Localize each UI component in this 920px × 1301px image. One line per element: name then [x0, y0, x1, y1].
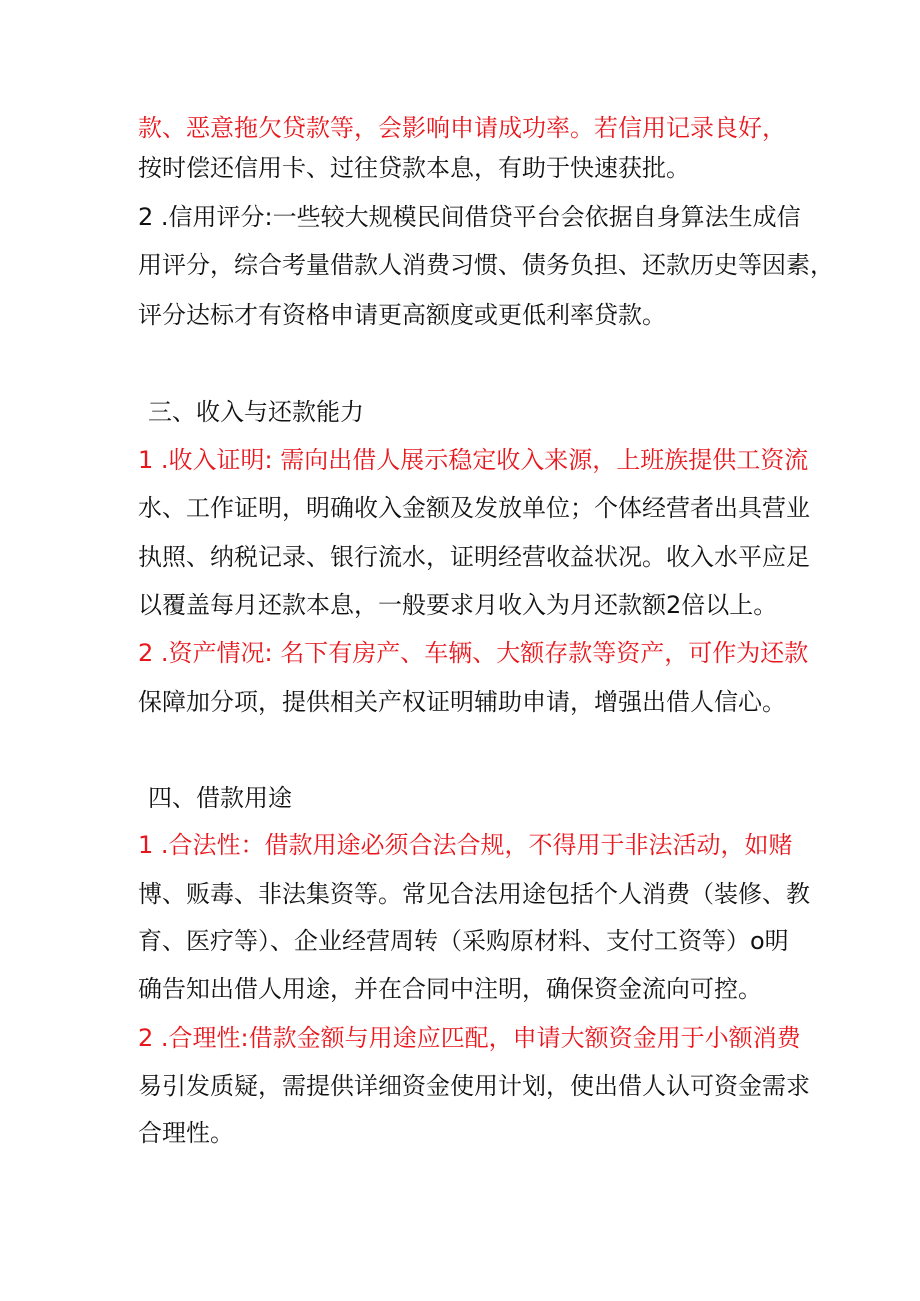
- paragraph-line: 保障加分项，提供相关产权证明辅助申请，增强出借人信心。: [138, 688, 786, 716]
- section-heading: 三、收入与还款能力: [148, 398, 364, 426]
- paragraph-line: 按时偿还信用卡、过往贷款本息，有助于快速获批。: [138, 154, 690, 182]
- paragraph-line: 易引发质疑，需提供详细资金使用计划，使出借人认可资金需求: [138, 1072, 810, 1100]
- paragraph-line: 评分达标才有资格申请更高额度或更低利率贷款。: [138, 301, 666, 329]
- section-heading: 四、借款用途: [148, 784, 292, 812]
- list-item-line: 1 .收入证明: 需向出借人展示稳定收入来源，上班族提供工资流: [138, 446, 809, 474]
- paragraph-line: 用评分，综合考量借款人消费习惯、债务负担、还款历史等因素，: [138, 251, 834, 279]
- list-item-line: 2 .合理性:借款金额与用途应匹配，申请大额资金用于小额消费: [138, 1024, 801, 1052]
- paragraph-line: 执照、纳税记录、银行流水，证明经营收益状况。收入水平应足: [138, 543, 810, 571]
- list-item-line: 2 .资产情况: 名下有房产、车辆、大额存款等资产，可作为还款: [138, 639, 809, 667]
- list-item-line: 2 .信用评分:一些较大规模民间借贷平台会依据自身算法生成信: [138, 203, 801, 231]
- paragraph-line: 款、恶意拖欠贷款等，会影响申请成功率。若信用记录良好，: [138, 114, 786, 142]
- list-item-line: 1 .合法性：借款用途必须合法合规，不得用于非法活动，如赌: [138, 831, 793, 859]
- paragraph-line: 合理性。: [138, 1119, 234, 1147]
- paragraph-line: 育、医疗等）、企业经营周转（采购原材料、支付工资等）o明: [138, 927, 789, 955]
- paragraph-line: 博、贩毒、非法集资等。常见合法用途包括个人消费（装修、教: [138, 880, 810, 908]
- paragraph-line: 确告知出借人用途，并在合同中注明，确保资金流向可控。: [138, 975, 762, 1003]
- paragraph-line: 水、工作证明，明确收入金额及发放单位；个体经营者出具营业: [138, 494, 810, 522]
- paragraph-line: 以覆盖每月还款本息，一般要求月收入为月还款额2倍以上。: [138, 591, 778, 619]
